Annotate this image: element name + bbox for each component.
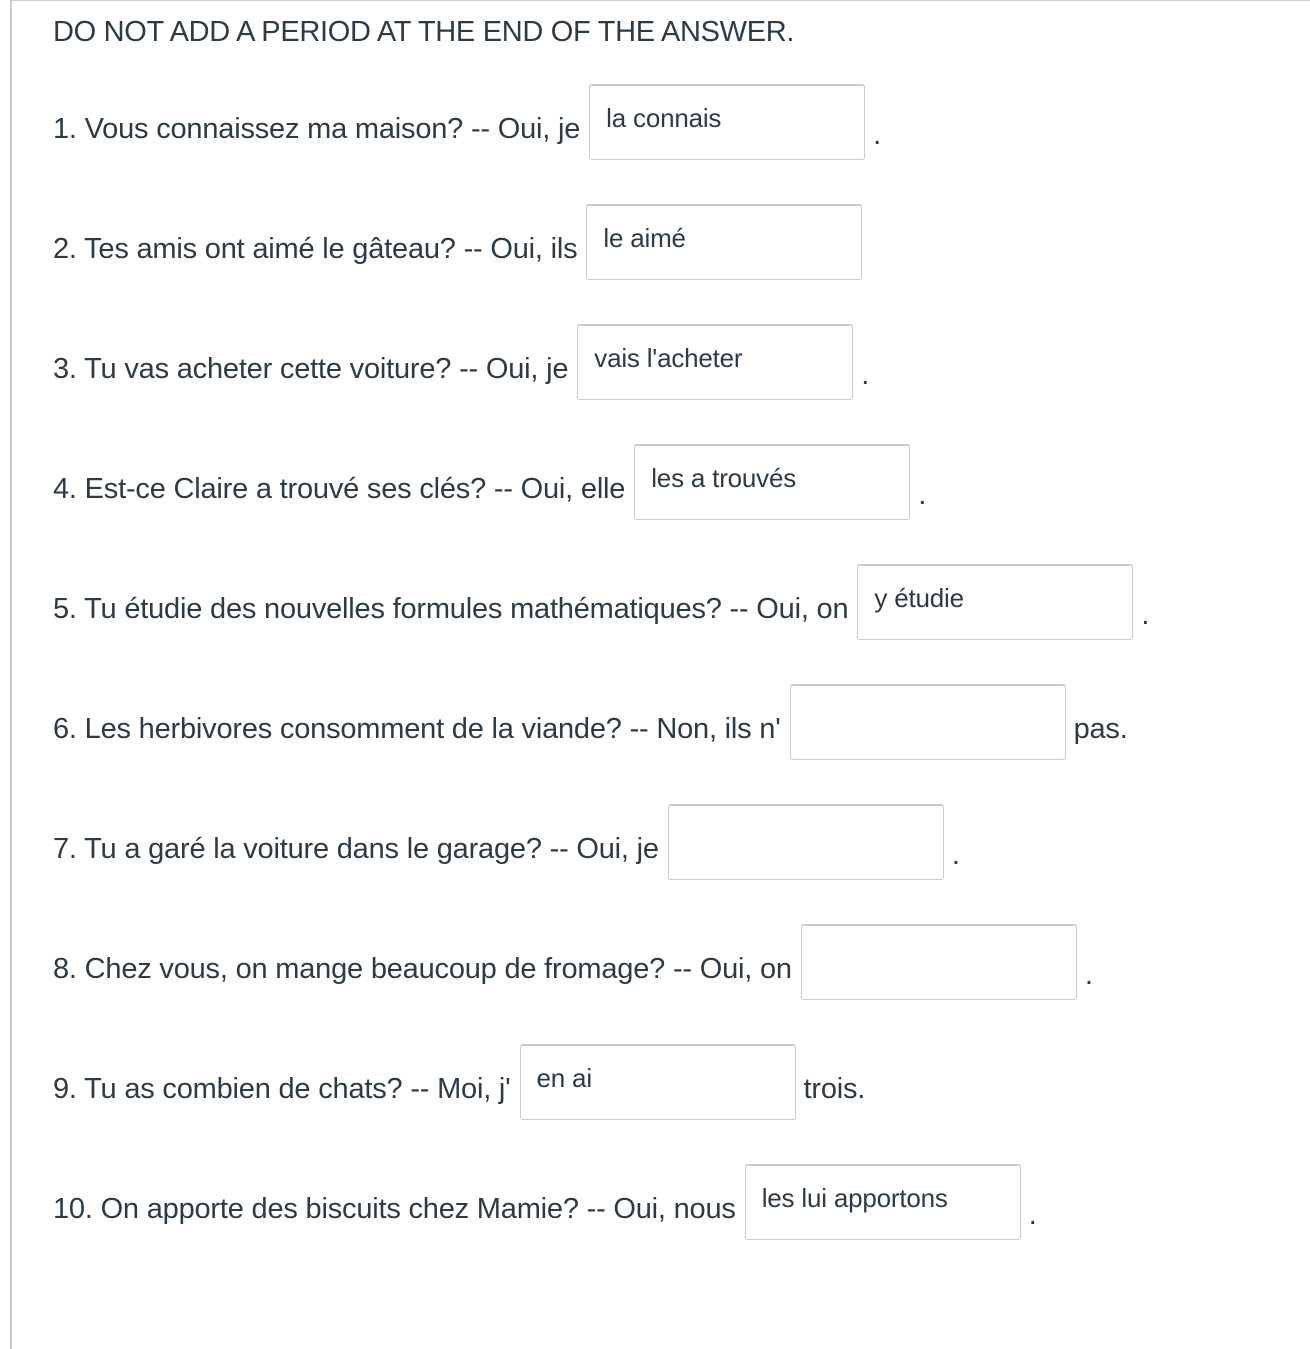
answer-input-6[interactable]	[790, 684, 1066, 760]
answer-input-9[interactable]	[520, 1044, 796, 1120]
question-row-6	[53, 684, 1128, 760]
question-row-3	[53, 324, 869, 400]
question-row-2	[53, 204, 870, 280]
question-suffix: trois.	[803, 1072, 866, 1105]
left-divider	[10, 0, 12, 1349]
question-prompt: 9. Tu as combien de chats? -- Moi, j'	[53, 1072, 511, 1105]
answer-input-4[interactable]	[634, 444, 910, 520]
question-row-1	[53, 84, 881, 160]
question-prompt: 1. Vous connaissez ma maison? -- Oui, je	[53, 112, 581, 145]
question-row-9	[53, 1044, 865, 1120]
question-suffix: .	[1084, 958, 1093, 991]
question-row-8	[53, 924, 1093, 1000]
question-row-4	[53, 444, 926, 520]
question-prompt: 2. Tes amis ont aimé le gâteau? -- Oui, ils	[53, 232, 578, 265]
question-suffix: .	[918, 478, 927, 511]
question-suffix: .	[1141, 598, 1150, 631]
answer-input-8[interactable]	[801, 924, 1077, 1000]
top-divider	[10, 0, 1310, 1]
question-row-10	[53, 1164, 1037, 1240]
question-row-5	[53, 564, 1149, 640]
question-suffix: .	[861, 358, 870, 391]
question-prompt: 5. Tu étudie des nouvelles formules mathématiques? -- Oui, on	[53, 592, 849, 625]
question-suffix: .	[873, 118, 882, 151]
instruction-text: DO NOT ADD A PERIOD AT THE END OF THE ANSWER.	[53, 16, 795, 48]
answer-input-2[interactable]	[586, 204, 862, 280]
question-suffix: .	[1028, 1198, 1037, 1231]
question-prompt: 6. Les herbivores consomment de la viande? -- Non, ils n'	[53, 712, 781, 745]
answer-input-1[interactable]	[589, 84, 865, 160]
question-suffix: pas.	[1073, 712, 1128, 745]
question-prompt: 4. Est-ce Claire a trouvé ses clés? -- Oui, elle	[53, 472, 626, 505]
answer-input-10[interactable]	[745, 1164, 1021, 1240]
question-row-7	[53, 804, 960, 880]
question-prompt: 3. Tu vas acheter cette voiture? -- Oui, je	[53, 352, 569, 385]
question-suffix: .	[951, 838, 960, 871]
question-prompt: 8. Chez vous, on mange beaucoup de fromage? -- Oui, on	[53, 952, 792, 985]
answer-input-3[interactable]	[577, 324, 853, 400]
question-prompt: 7. Tu a garé la voiture dans le garage? -- Oui, je	[53, 832, 659, 865]
question-prompt: 10. On apporte des biscuits chez Mamie? -- Oui, nous	[53, 1192, 736, 1225]
answer-input-7[interactable]	[668, 804, 944, 880]
answer-input-5[interactable]	[857, 564, 1133, 640]
